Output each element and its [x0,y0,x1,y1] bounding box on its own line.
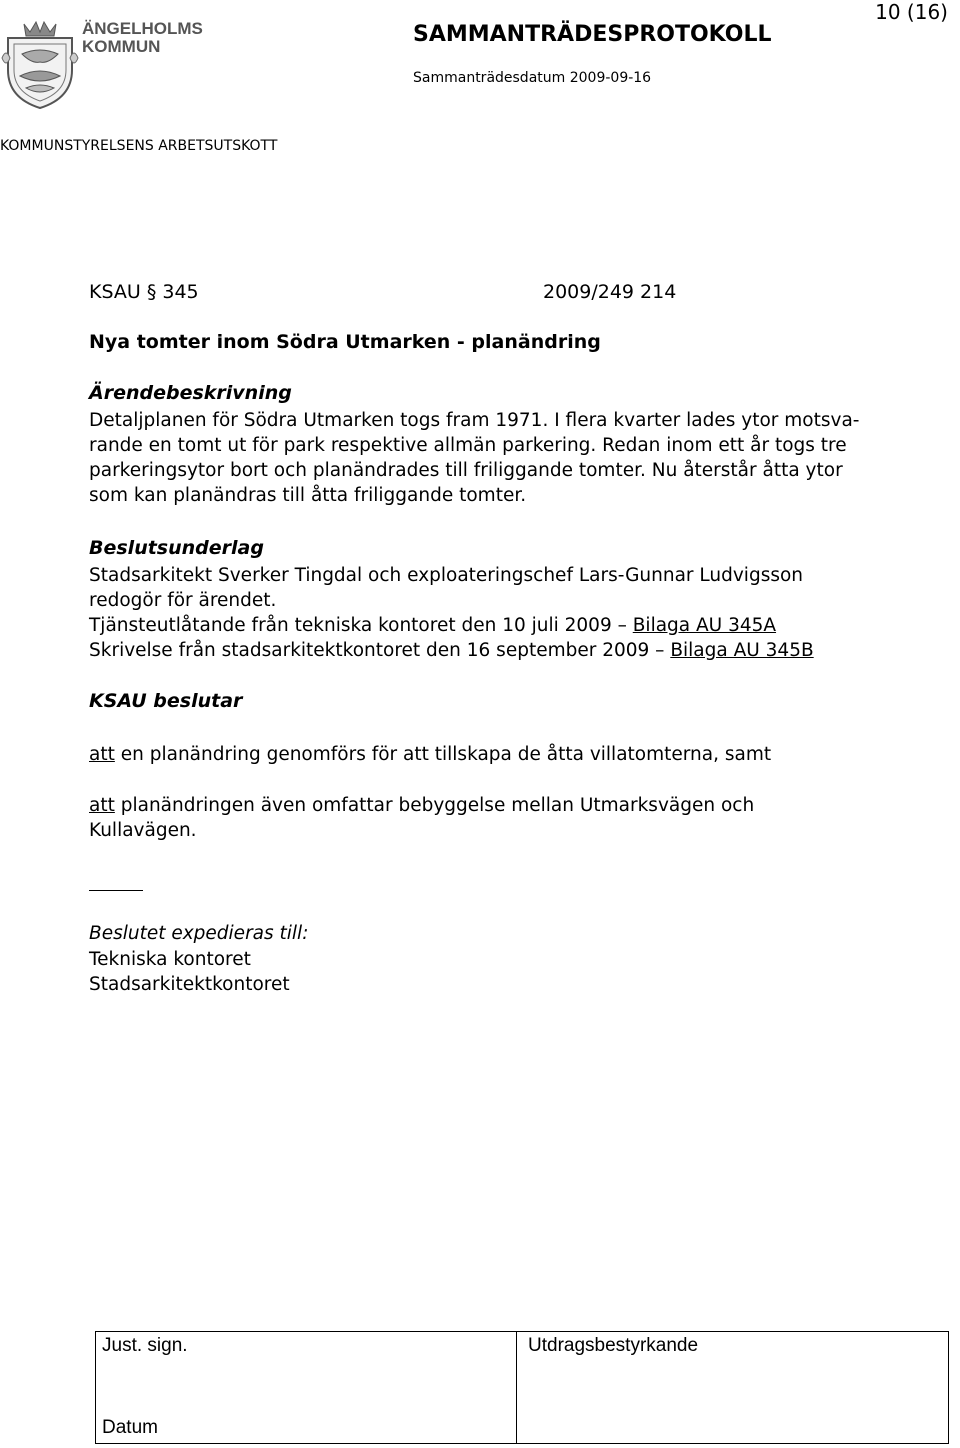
basis-item-text: Tjänsteutlåtande från tekniska kontoret den 10 juli 2009 – [89,615,633,636]
basis-body [89,563,814,663]
description-line: Detaljplanen för Södra Utmarken togs fram 1971. I flera kvarter lades ytor motsva- [89,410,860,431]
signature-box [95,1331,949,1444]
decision-clause-text: planändringen även omfattar bebyggelse mellan Utmarksvägen och [114,795,755,816]
section-number: KSAU § 345 [89,281,199,303]
case-title: Nya tomter inom Södra Utmarken - planändring [89,331,601,353]
attachment-link-345b[interactable]: Bilaga AU 345B [670,640,814,661]
att-keyword: att [89,744,115,765]
meeting-date: Sammanträdesdatum 2009-09-16 [413,70,652,86]
page-number: 10 (16) [875,0,948,24]
description-line: parkeringsytor bort och planändrades till friliggande tomter. Nu återstår åtta ytor [89,460,843,481]
document-title: SAMMANTRÄDESPROTOKOLL [413,22,772,47]
description-line: rande en tomt ut för park respektive allmän parkering. Redan inom ett år togs tre [89,435,847,456]
basis-item-text: Skrivelse från stadsarkitektkontoret den 16 september 2009 – [89,640,671,661]
description-body [89,408,859,508]
distribution-heading: Beslutet expedieras till: [89,923,309,944]
recipient: Tekniska kontoret [89,949,251,970]
diary-number: 2009/249 214 [543,281,677,303]
description-heading: Ärendebeskrivning [89,382,292,404]
municipality-name-line1: ÄNGELHOLMS [82,19,203,38]
decision-clause [89,742,771,767]
certification-label: Utdragsbestyrkande [528,1335,699,1356]
municipality-coat-of-arms-icon [0,18,80,110]
attachment-link-345a[interactable]: Bilaga AU 345A [632,615,777,636]
decision-clause-continuation: Kullavägen. [89,820,197,841]
committee-name: KOMMUNSTYRELSENS ARBETSUTSKOTT [0,138,278,154]
signature-box-divider [516,1332,517,1443]
basis-item [89,638,814,663]
basis-line: redogör för ärendet. [89,590,277,611]
decision-clause-text: en planändring genomförs för att tillskapa de åtta villatomterna, samt [114,744,772,765]
municipality-name [82,20,203,56]
description-line: som kan planändras till åtta friliggande tomter. [89,485,527,506]
decision-heading: KSAU beslutar [89,690,243,712]
att-keyword: att [89,795,115,816]
municipality-name-line2: KOMMUN [82,37,161,56]
basis-item [89,613,814,638]
basis-heading: Beslutsunderlag [89,537,264,559]
distribution-list [89,947,290,997]
just-sign-label: Just. sign. [102,1335,188,1356]
basis-line: Stadsarkitekt Sverker Tingdal och exploateringschef Lars-Gunnar Ludvigsson [89,565,804,586]
section-divider [89,890,143,891]
recipient: Stadsarkitektkontoret [89,974,290,995]
decision-clause [89,793,754,843]
datum-label: Datum [102,1417,158,1438]
